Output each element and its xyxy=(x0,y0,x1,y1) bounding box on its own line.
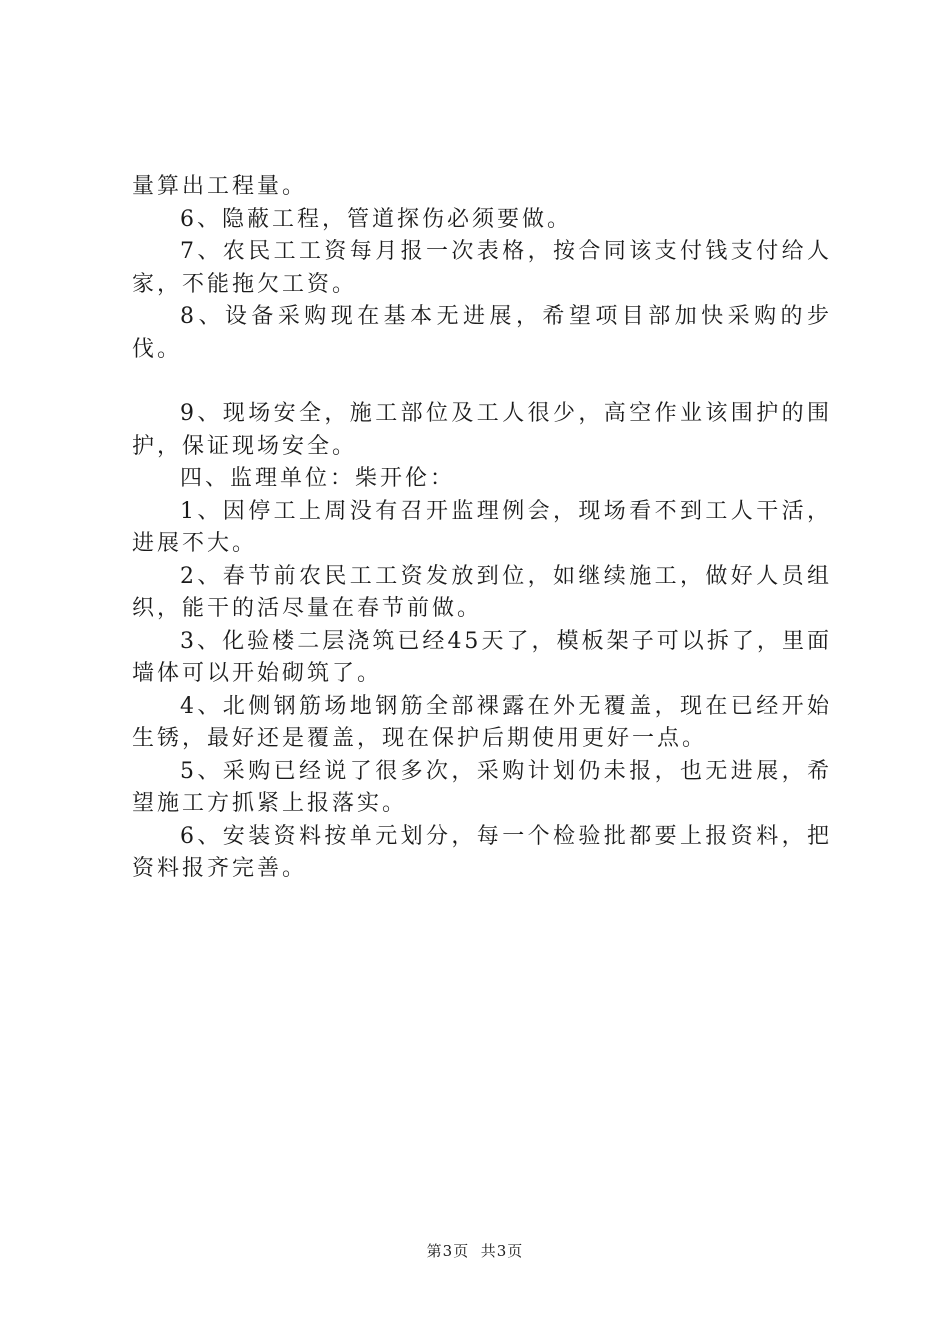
paragraph-supervisor-item-1: 1、因停工上周没有召开监理例会，现场看不到工人干活，进展不大。 xyxy=(132,498,832,556)
paragraph-continuation: 量算出工程量。 xyxy=(132,174,308,199)
paragraph-item-7-wages: 7、农民工工资每月报一次表格，按合同该支付钱支付给人家，不能拖欠工资。 xyxy=(132,239,832,297)
paragraph-supervisor-item-4: 4、北侧钢筋场地钢筋全部裸露在外无覆盖，现在已经开始生锈，最好还是覆盖，现在保护后期使用更好一点。 xyxy=(132,693,832,751)
paragraph-item-6-hidden-works: 6、隐蔽工程，管道探伤必须要做。 xyxy=(180,206,572,232)
page-number: 第3页 xyxy=(426,1242,470,1260)
section-heading-supervisor: 四、监理单位：柴开伦： xyxy=(180,466,456,491)
paragraph-supervisor-item-6: 6、安装资料按单元划分，每一个检验批都要上报资料，把资料报齐完善。 xyxy=(132,823,832,881)
paragraph-item-9-safety: 9、现场安全，施工部位及工人很少，高空作业该围护的围护，保证现场安全。 xyxy=(132,401,832,459)
paragraph-item-8-procurement: 8、设备采购现在基本无进展，希望项目部加快采购的步伐。 xyxy=(132,304,832,362)
paragraph-supervisor-item-2: 2、春节前农民工工资发放到位，如继续施工，做好人员组织，能干的活尽量在春节前做。 xyxy=(132,563,832,621)
page-footer xyxy=(0,1240,950,1261)
page-total: 共3页 xyxy=(480,1242,524,1260)
paragraph-supervisor-item-5: 5、采购已经说了很多次，采购计划仍未报，也无进展，希望施工方抓紧上报落实。 xyxy=(132,758,832,816)
document-body xyxy=(132,171,832,886)
paragraph-supervisor-item-3: 3、化验楼二层浇筑已经45天了，模板架子可以拆了，里面墙体可以开始砌筑了。 xyxy=(132,628,832,686)
